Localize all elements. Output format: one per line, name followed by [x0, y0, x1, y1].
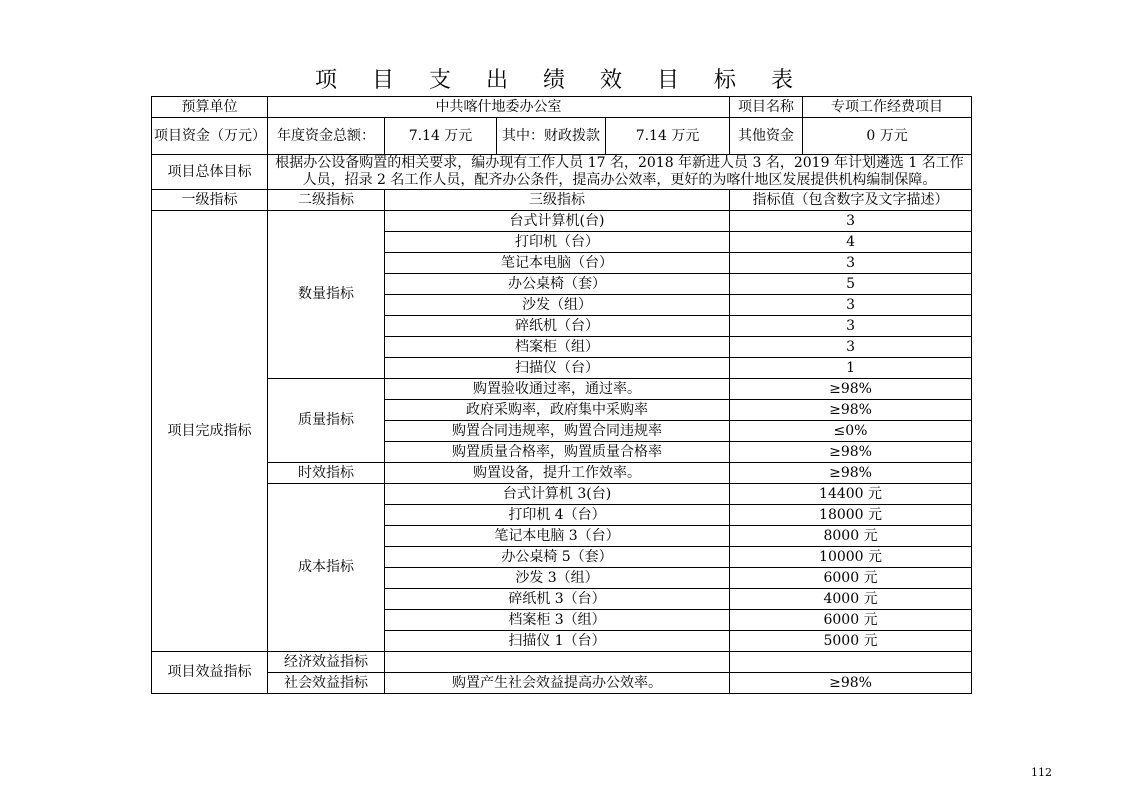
indicator-value: 6000 元 — [730, 568, 972, 589]
header-row-unit — [152, 97, 972, 118]
completion-indicator-label: 项目完成指标 — [152, 211, 268, 652]
page-title: 项 目 支 出 绩 效 目 标 表 — [315, 68, 807, 93]
table-row — [152, 673, 972, 694]
fiscal-value: 7.14 万元 — [635, 127, 700, 144]
indicator-value: ≥98% — [730, 379, 972, 400]
indicator-name: 购置质量合格率，购置质量合格率 — [385, 442, 730, 463]
indicator-name: 扫描仪（台） — [385, 358, 730, 379]
table-row — [152, 463, 972, 484]
page-number: 112 — [1031, 766, 1052, 779]
indicator-value: ≥98% — [730, 673, 972, 694]
goal-label: 项目总体目标 — [152, 155, 268, 190]
indicator-value: 3 — [730, 253, 972, 274]
table-row — [152, 379, 972, 400]
goal-text: 根据办公设备购置的相关要求，编办现有工作人员 17 名，2018 年新进人员 3 名，2019 年计划遴选 1 名工作人员，招录 2 名工作人员，配齐办公条件，提高办公效率，更好的为喀什地区发展提供机构编制保障。 — [268, 155, 972, 190]
indicator-value: ≥98% — [730, 400, 972, 421]
indicator-value: ≥98% — [730, 442, 972, 463]
column-header-level1: 一级指标 — [152, 190, 268, 211]
indicator-value: 3 — [730, 295, 972, 316]
column-header-row — [152, 190, 972, 211]
indicator-value: 3 — [730, 211, 972, 232]
indicator-name: 笔记本电脑 3（台） — [385, 526, 730, 547]
indicator-name: 档案柜（组） — [385, 337, 730, 358]
indicator-value: ≤0% — [730, 421, 972, 442]
budget-unit-value: 中共喀什地委办公室 — [268, 97, 730, 118]
column-header-level2: 二级指标 — [268, 190, 385, 211]
indicator-name: 扫描仪 1（台） — [385, 631, 730, 652]
indicator-name: 办公桌椅（套） — [385, 274, 730, 295]
indicator-value: 5 — [730, 274, 972, 295]
table-row — [152, 211, 972, 232]
timeliness-group-label: 时效指标 — [268, 463, 385, 484]
other-funds-label: 其他资金 — [730, 118, 803, 155]
header-row-goal — [152, 155, 972, 190]
fiscal-label-text: 其中：财政拨款 — [497, 118, 606, 154]
other-funds-value: 0 万元 — [803, 118, 972, 155]
indicator-name: 碎纸机 3（台） — [385, 589, 730, 610]
indicator-value: 4 — [730, 232, 972, 253]
indicator-name: 台式计算机(台) — [385, 211, 730, 232]
indicator-value — [730, 652, 972, 673]
column-header-level3: 三级指标 — [385, 190, 730, 211]
indicator-name: 打印机 4（台） — [385, 505, 730, 526]
indicator-name: 台式计算机 3(台) — [385, 484, 730, 505]
column-header-value: 指标值（包含数字及文字描述） — [730, 190, 972, 211]
indicator-value: 8000 元 — [730, 526, 972, 547]
indicator-value: 1 — [730, 358, 972, 379]
social-benefit-label: 社会效益指标 — [268, 673, 385, 694]
quantity-group-label: 数量指标 — [268, 211, 385, 379]
indicator-name: 政府采购率，政府集中采购率 — [385, 400, 730, 421]
indicator-name: 档案柜 3（组） — [385, 610, 730, 631]
indicator-value: 3 — [730, 316, 972, 337]
economic-benefit-label: 经济效益指标 — [268, 652, 385, 673]
cost-group-label: 成本指标 — [268, 484, 385, 652]
indicator-name: 购置验收通过率，通过率。 — [385, 379, 730, 400]
fiscal-label — [497, 118, 730, 155]
table-row — [152, 484, 972, 505]
indicator-value: 5000 元 — [730, 631, 972, 652]
indicator-name: 打印机（台） — [385, 232, 730, 253]
project-name-label: 项目名称 — [730, 97, 803, 118]
performance-target-table — [151, 96, 972, 694]
indicator-name: 购置产生社会效益提高办公效率。 — [385, 673, 730, 694]
budget-unit-label: 预算单位 — [152, 97, 268, 118]
benefit-indicator-label: 项目效益指标 — [152, 652, 268, 694]
indicator-name: 沙发 3（组） — [385, 568, 730, 589]
annual-total-label: 年度资金总额： — [268, 118, 385, 155]
indicator-name: 笔记本电脑（台） — [385, 253, 730, 274]
funds-label: 项目资金（万元） — [152, 118, 268, 155]
header-row-funds — [152, 118, 972, 155]
indicator-value: ≥98% — [730, 463, 972, 484]
indicator-name: 办公桌椅 5（套） — [385, 547, 730, 568]
indicator-name: 购置合同违规率，购置合同违规率 — [385, 421, 730, 442]
indicator-name — [385, 652, 730, 673]
indicator-value: 18000 元 — [730, 505, 972, 526]
table-row — [152, 652, 972, 673]
indicator-name: 沙发（组） — [385, 295, 730, 316]
annual-total-value: 7.14 万元 — [385, 118, 497, 155]
indicator-name: 购置设备，提升工作效率。 — [385, 463, 730, 484]
indicator-value: 6000 元 — [730, 610, 972, 631]
indicator-value: 10000 元 — [730, 547, 972, 568]
indicator-value: 3 — [730, 337, 972, 358]
quality-group-label: 质量指标 — [268, 379, 385, 463]
indicator-value: 14400 元 — [730, 484, 972, 505]
indicator-value: 4000 元 — [730, 589, 972, 610]
indicator-name: 碎纸机（台） — [385, 316, 730, 337]
project-name-value: 专项工作经费项目 — [803, 97, 972, 118]
